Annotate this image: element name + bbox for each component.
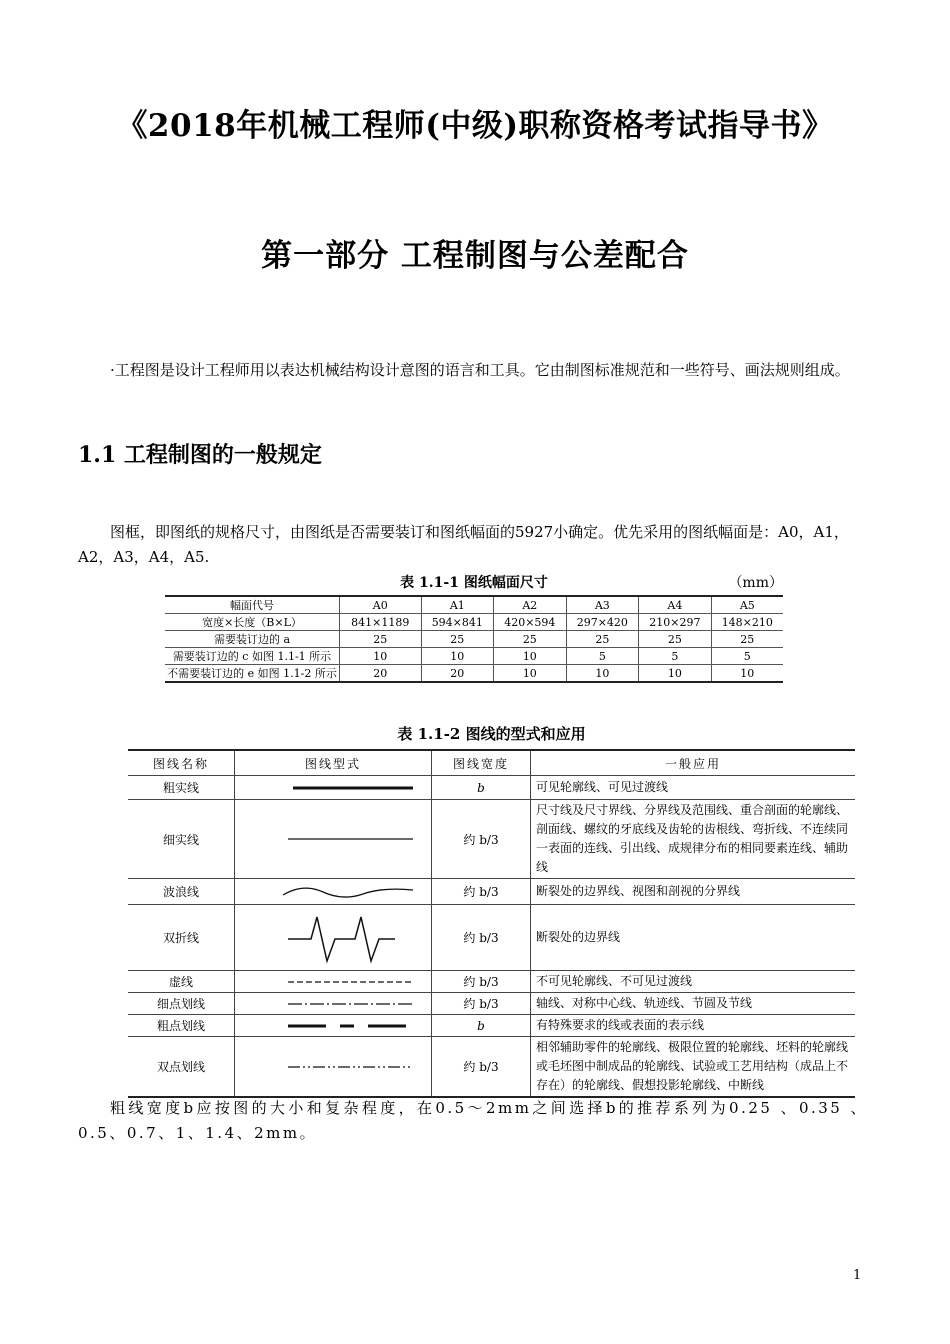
table-row	[128, 800, 855, 879]
table-row	[128, 1015, 855, 1037]
line-usage: 断裂处的边界线	[531, 905, 856, 971]
thin-solid-line-icon	[243, 832, 423, 846]
intro-paragraph: ·工程图是设计工程师用以表达机械结构设计意图的语言和工具。它由制图标准规范和一些符号、画法规则组成。	[110, 361, 850, 379]
paper-size-table	[165, 595, 783, 683]
section-heading: 1.1 工程制图的一般规定	[78, 442, 322, 468]
table-cell: 594×841	[421, 614, 494, 631]
table-row	[128, 1037, 855, 1098]
table-cell: 148×210	[711, 614, 783, 631]
thick-dash-dot-line-icon	[243, 1020, 423, 1032]
table-cell: 20	[340, 665, 422, 683]
table-cell: 10	[566, 665, 639, 683]
table-row	[128, 879, 855, 905]
table-cell: 不需要装订边的 e 如图 1.1-2 所示	[165, 665, 340, 683]
wavy-line-icon	[243, 881, 423, 903]
line-width: 约 b/3	[432, 1037, 531, 1098]
column-header: 图线宽度	[432, 750, 531, 776]
line-name: 细点划线	[128, 993, 235, 1015]
table-cell: A1	[421, 596, 494, 614]
table-row	[128, 776, 855, 800]
line-type-table	[128, 749, 855, 1098]
line-name: 双折线	[128, 905, 235, 971]
document-title: 《2018年机械工程师(中级)职称资格考试指导书》	[116, 108, 834, 144]
frame-paragraph: 图框，即图纸的规格尺寸，由图纸是否需要装订和图纸幅面的5927小确定。优先采用的图纸幅面是：A0，A1，A2，A3，A4，A5.	[78, 523, 849, 566]
table-cell: 需要装订边的 c 如图 1.1-1 所示	[165, 648, 340, 665]
line-name: 波浪线	[128, 879, 235, 905]
line-usage: 轴线、对称中心线、轨迹线、节圆及节线	[531, 993, 856, 1015]
line-name: 细实线	[128, 800, 235, 879]
page-number: 1	[853, 1268, 862, 1283]
table-cell: 10	[711, 665, 783, 683]
line-width: b	[432, 776, 531, 800]
dashed-line-icon	[243, 976, 423, 988]
table-cell: 宽度×长度（B×L）	[165, 614, 340, 631]
table-cell: 25	[566, 631, 639, 648]
line-width: b	[432, 1015, 531, 1037]
line-name: 粗点划线	[128, 1015, 235, 1037]
column-header: 图线名称	[128, 750, 235, 776]
table-cell: 25	[421, 631, 494, 648]
table-row	[128, 993, 855, 1015]
table1-caption-bar	[165, 572, 783, 592]
table-cell: A3	[566, 596, 639, 614]
column-header: 图线型式	[235, 750, 432, 776]
thin-dash-dot-line-icon	[243, 998, 423, 1010]
line-usage: 有特殊要求的线或表面的表示线	[531, 1015, 856, 1037]
line-usage: 可见轮廓线、可见过渡线	[531, 776, 856, 800]
column-header: 一般应用	[531, 750, 856, 776]
table-cell: 10	[340, 648, 422, 665]
table-cell: 25	[639, 631, 712, 648]
table-row	[165, 614, 783, 631]
table-cell: 25	[340, 631, 422, 648]
line-width: 约 b/3	[432, 993, 531, 1015]
table-cell: 10	[639, 665, 712, 683]
table-row	[165, 648, 783, 665]
double-dash-dot-line-icon	[243, 1061, 423, 1073]
table-cell: 25	[711, 631, 783, 648]
table-cell: 需要装订边的 a	[165, 631, 340, 648]
thick-line-paragraph: 粗线宽度b应按图的大小和复杂程度，在0.5～2mm之间选择b的推荐系列为0.25 、0.35 、0.5、0.7、1、1.4、2mm。	[78, 1099, 868, 1142]
table-row	[165, 631, 783, 648]
line-width: 约 b/3	[432, 879, 531, 905]
line-usage: 不可见轮廓线、不可见过渡线	[531, 971, 856, 993]
table-cell: 20	[421, 665, 494, 683]
table-cell: 10	[421, 648, 494, 665]
table-cell: A4	[639, 596, 712, 614]
table-cell: A0	[340, 596, 422, 614]
table-row	[165, 596, 783, 614]
table-cell: 210×297	[639, 614, 712, 631]
table-cell: 25	[494, 631, 567, 648]
table1-unit: （mm）	[728, 575, 783, 591]
zigzag-line-icon	[243, 909, 423, 967]
table-cell: 841×1189	[340, 614, 422, 631]
line-usage: 尺寸线及尺寸界线、分界线及范围线、重合剖面的轮廓线、剖面线、螺纹的牙底线及齿轮的齿根线、弯折线、不连续同一表面的连线、引出线、成规律分布的相同要素连线、辅助线	[531, 800, 856, 879]
table1-caption: 表 1.1-1 图纸幅面尺寸	[400, 575, 548, 591]
line-name: 粗实线	[128, 776, 235, 800]
table-row	[165, 665, 783, 683]
line-width: 约 b/3	[432, 971, 531, 993]
table-cell: 幅面代号	[165, 596, 340, 614]
line-width: 约 b/3	[432, 800, 531, 879]
table-cell: 5	[566, 648, 639, 665]
table-cell: 10	[494, 665, 567, 683]
table-cell: 5	[639, 648, 712, 665]
thick-solid-line-icon	[243, 781, 423, 795]
line-name: 虚线	[128, 971, 235, 993]
table2-caption: 表 1.1-2 图线的型式和应用	[397, 725, 586, 743]
table-header-row	[128, 750, 855, 776]
part-title: 第一部分 工程制图与公差配合	[261, 238, 689, 274]
table-cell: A5	[711, 596, 783, 614]
table-cell: A2	[494, 596, 567, 614]
line-usage: 断裂处的边界线、视图和剖视的分界线	[531, 879, 856, 905]
table-cell: 420×594	[494, 614, 567, 631]
line-width: 约 b/3	[432, 905, 531, 971]
table-cell: 5	[711, 648, 783, 665]
table-cell: 10	[494, 648, 567, 665]
line-name: 双点划线	[128, 1037, 235, 1098]
table-row	[128, 905, 855, 971]
table-row	[128, 971, 855, 993]
line-usage: 相邻辅助零件的轮廓线、极限位置的轮廓线、坯料的轮廓线或毛坯图中制成品的轮廓线、试验或工艺用结构（成品上不存在）的轮廓线、假想投影轮廓线、中断线	[531, 1037, 856, 1098]
table-cell: 297×420	[566, 614, 639, 631]
